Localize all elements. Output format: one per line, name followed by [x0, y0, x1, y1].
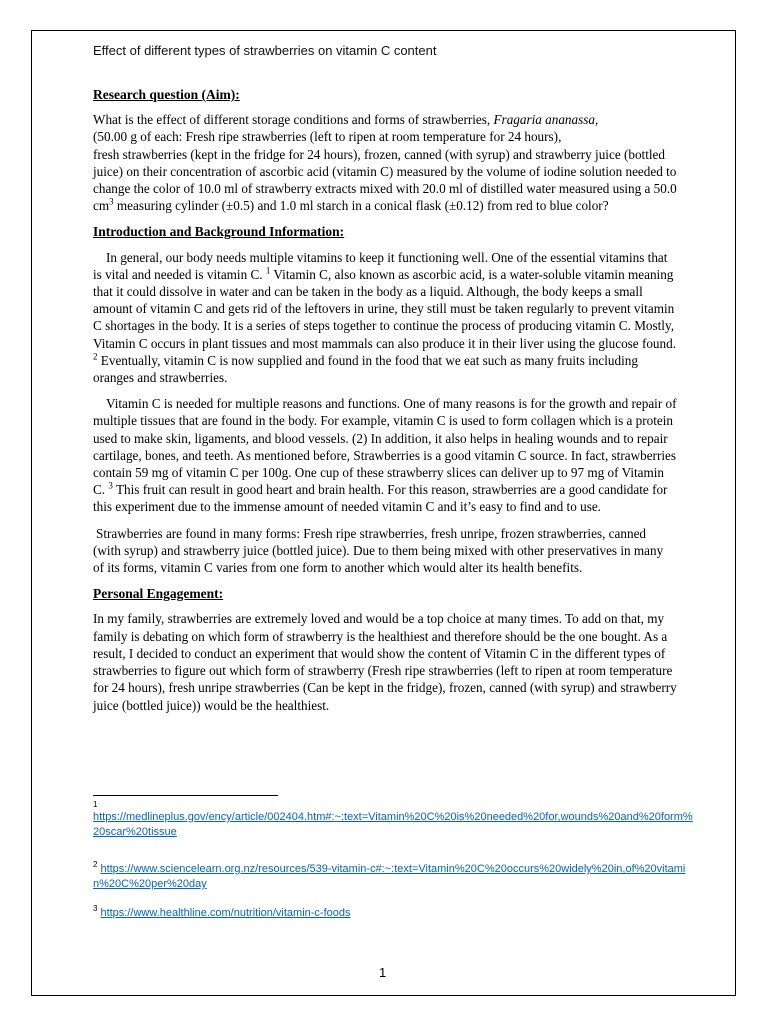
footnote-ref-2: 2: [93, 351, 98, 362]
footnote-ref-3: 3: [108, 480, 113, 491]
personal-engagement-heading: Personal Engagement:: [93, 586, 224, 602]
document-body: [93, 86, 677, 723]
introduction-heading: Introduction and Background Information:: [93, 224, 345, 240]
footnote-3: [93, 906, 351, 921]
intro-paragraph-2: Vitamin C is needed for multiple reasons and functions. One of many reasons is for the growth and repair of multiple tissues that are found in the body. For example, vitamin C is used to form collagen which is a protein used to make skin, ligaments, and blood vessels. (2) In addition, it also helps in healing wounds and to repair cartilage, bones, and teeth. As mentioned before, Strawberries is a good vitamin C source. In fact, strawberries contain 59 mg of vitamin C per 100g. One cup of these strawberry slices can deliver up to 97 mg of Vitamin C. $^3$ This fruit can result in good heart and brain health. For this reason, strawberries are a good candidate for this experiment due to the immense amount of needed vitamin C and it’s easy to find and to use.: [93, 396, 677, 515]
research-question-heading: Research question (Aim):: [93, 87, 240, 102]
footnote-number: 2: [93, 860, 98, 870]
species-name: Fragaria ananassa,: [493, 112, 599, 128]
footnote-number: 1: [93, 800, 98, 809]
footnote-2: [93, 862, 693, 892]
footnote-link-1[interactable]: https://medlineplus.gov/ency/article/002404.htm#:~:text=Vitamin%20C%20is%20needed%20for,wounds%20and%20form%20scar%20tissue: [93, 811, 693, 838]
intro-paragraph-1: In general, our body needs multiple vitamins to keep it functioning well. One of the essential vitamins that is vital and needed is vitamin C. $^1$ Vitamin C, also known as ascorbic acid, is a water-soluble vitamin meaning that it could dissolve in water and can be taken in the body as a liquid. Although, the body keeps a small amount of vitamin C and gets rid of the leftovers in urine, they still must be taken regularly to prevent vitamin C shortages in the body. It is a series of steps together to continue the process of producing vitamin C. Mostly, Vitamin C occurs in plant tissues and most mammals can also produce it in their liver using the glucose found. $^2$ Eventually, vitamin C is now supplied and found in the food that we eat such as many fruits including oranges and strawberries.: [93, 249, 677, 386]
footnote-link-3[interactable]: https://www.healthline.com/nutrition/vitamin-c-foods: [100, 907, 351, 919]
intro-paragraph-3: Strawberries are found in many forms: Fresh ripe strawberries, fresh unripe, frozen strawberries, canned (with syrup) and strawberry juice (bottled juice). Due to them being mixed with other preservatives in many of its forms, vitamin C varies from one form to another which would alter its health benefits.: [93, 525, 664, 576]
page-header: Effect of different types of strawberries on vitamin C content: [93, 43, 437, 58]
page-number: 1: [379, 965, 387, 980]
footnote-separator: [93, 795, 278, 796]
research-question-text: What is the effect of different storage conditions and forms of strawberries, Fragaria ananassa, (50.00 g of each: Fresh ripe strawberries (left to ripen at room temperature for 24 hours), fresh strawberries (kept in the fridge for 24 hours), frozen, canned (with syrup) and strawberry juice (bottled juice) on their concentration of ascorbic acid (vitamin C) measured by the volume of iodine solution needed to change the color of 10.0 ml of strawberry extracts mixed with 20.0 ml of distilled water measured using a 50.0 $cm^3$ measuring cylinder (±0.5) and 1.0 ml starch in a conical flask (±0.12) from red to blue color?: [93, 112, 677, 214]
footnote-link-2[interactable]: https://www.sciencelearn.org.nz/resources/539-vitamin-c#:~:text=Vitamin%20C%20occurs%20widely%20in,of%20vitamin%20C%20per%20day: [93, 863, 686, 890]
footnote-ref-1: 1: [265, 265, 271, 276]
footnote-1: [93, 800, 693, 840]
engagement-paragraph: In my family, strawberries are extremely loved and would be a top choice at many times. To add on that, my family is debating on which form of strawberry is the healthiest and therefore should be the one bought. As a result, I decided to conduct an experiment that would show the content of Vitamin C in the different types of strawberries to figure out which form of strawberry (Fresh ripe strawberries (left to ripen at room temperature for 24 hours), fresh unripe strawberries (Can be kept in the fridge), frozen, canned (with syrup) and strawberry juice (bottled juice)) would be the healthiest.: [93, 611, 677, 713]
footnote-number: 3: [93, 904, 98, 914]
